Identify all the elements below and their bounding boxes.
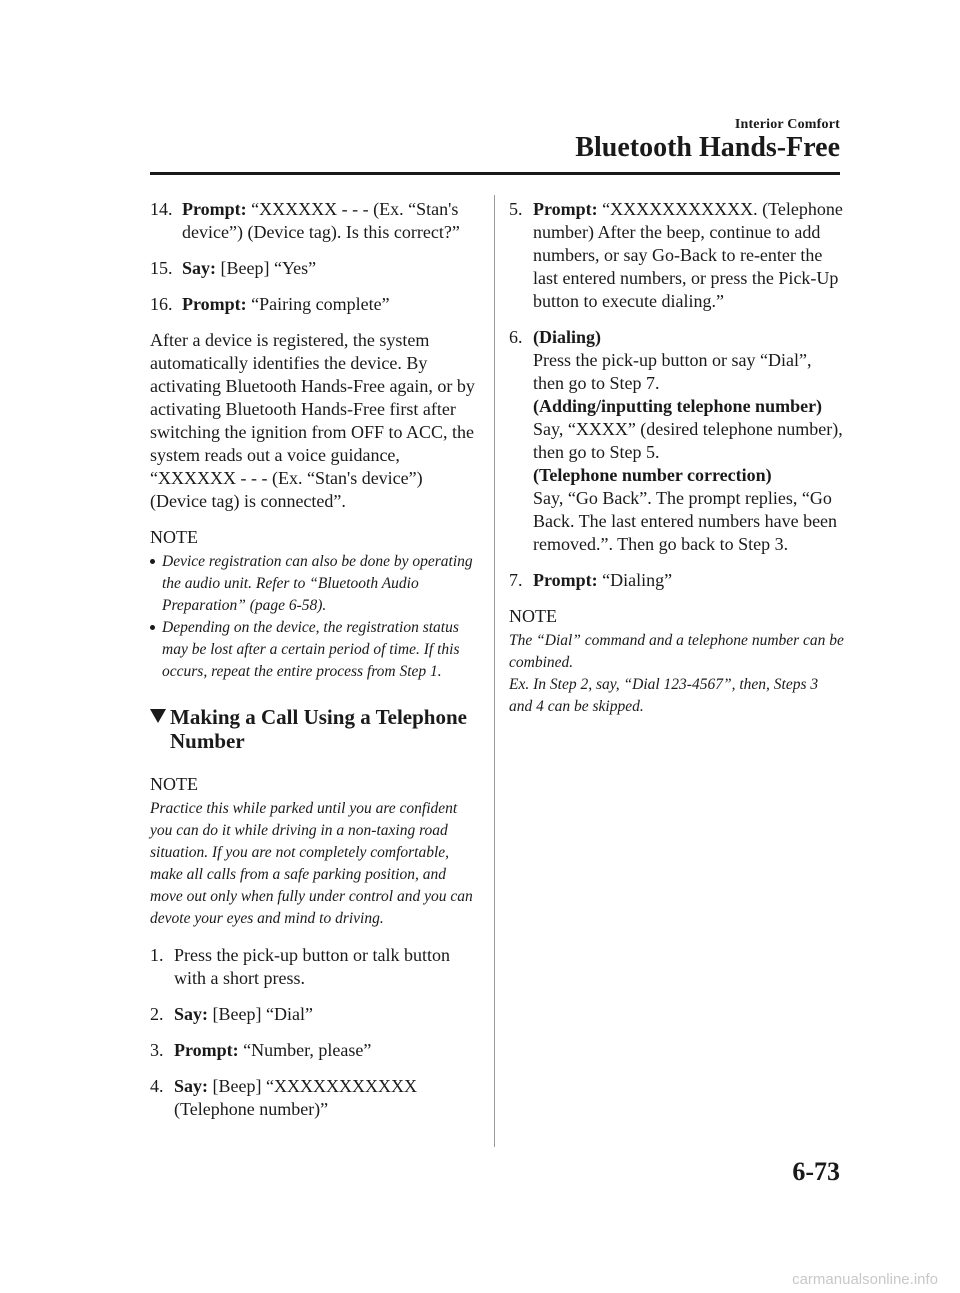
step-number: 5. (509, 199, 523, 219)
step-1 (150, 944, 480, 990)
step-subheading-correction: (Telephone number correction) (533, 465, 772, 485)
step-number: 6. (509, 327, 523, 347)
step-number: 14. (150, 199, 173, 219)
right-column (509, 198, 844, 732)
step-text: “XXXXXXXXXXX. (Telephone number) After the beep, continue to add numbers, or say Go-Back to re-enter the last entered numbers, or press the Pick-Up button to execute dialing.” (533, 199, 843, 311)
step-number: 15. (150, 258, 173, 278)
step-label: Say: (182, 258, 217, 278)
step-number: 2. (150, 1004, 164, 1024)
step-4 (150, 1075, 480, 1121)
step-16 (150, 293, 480, 316)
step-5 (509, 198, 844, 313)
note-list (150, 551, 480, 683)
step-number: 4. (150, 1076, 164, 1096)
note-item-text: Depending on the device, the registration status may be lost after a certain period of time. If this occurs, repeat the entire process from Step 1. (162, 619, 460, 680)
step-label: Say: (174, 1076, 209, 1096)
step-text: “XXXXXX - - - (Ex. “Stan's device”) (Device tag). Is this correct?” (182, 199, 460, 242)
step-number: 7. (509, 570, 523, 590)
step-number: 16. (150, 294, 173, 314)
note-heading: NOTE (150, 527, 198, 547)
step-subtext: Say, “Go Back”. The prompt replies, “Go Back. The last entered numbers have been removed.”. Then go back to Step 3. (533, 488, 838, 554)
step-label: Prompt: (174, 1040, 239, 1060)
step-number: 1. (150, 945, 164, 965)
left-column (150, 198, 480, 1134)
body-paragraph: After a device is registered, the system automatically identifies the device. By activating Bluetooth Hands-Free again, or by activating Bluetooth Hands-Free first after switching the ignition from OFF to ACC, the system reads out a voice guidance, “XXXXXX - - - (Ex. “Stan's device”) (Device tag) is connected”. (150, 330, 475, 511)
step-label: Prompt: (533, 199, 598, 219)
step-15 (150, 257, 480, 280)
step-14 (150, 198, 480, 244)
step-2 (150, 1003, 480, 1026)
step-text: “Dialing” (602, 570, 673, 590)
step-3 (150, 1039, 480, 1062)
section-heading-text: Making a Call Using a Telephone Number (170, 705, 467, 753)
step-7 (509, 569, 844, 592)
step-label: Prompt: (533, 570, 598, 590)
header-rule (150, 172, 840, 175)
step-text: [Beep] “XXXXXXXXXXX (Telephone number)” (174, 1076, 417, 1119)
note-item (150, 551, 480, 617)
watermark: carmanualsonline.info (792, 1271, 938, 1288)
step-text: [Beep] “Yes” (220, 258, 317, 278)
page-number: 6-73 (792, 1157, 840, 1186)
step-label: Prompt: (182, 199, 247, 219)
step-text: “Pairing complete” (251, 294, 390, 314)
column-divider (494, 195, 495, 1147)
note-text: Practice this while parked until you are confident you can do it while driving in a non-taxing road situation. If you are not completely comfortable, make all calls from a safe parking position, and move out only when fully under control and you can devote your eyes and mind to driving. (150, 800, 473, 927)
step-label: Prompt: (182, 294, 247, 314)
note-item (150, 617, 480, 683)
step-subheading-adding: (Adding/inputting telephone number) (533, 396, 823, 416)
step-subtext: Say, “XXXX” (desired telephone number), then go to Step 5. (533, 419, 843, 462)
section-heading (150, 705, 480, 753)
note-text: The “Dial” command and a telephone number can be combined. (509, 632, 844, 671)
note-item-text: Device registration can also be done by operating the audio unit. Refer to “Bluetooth Audio Preparation” (page 6-58). (162, 553, 473, 614)
step-number: 3. (150, 1040, 164, 1060)
bullet-icon (150, 559, 155, 564)
triangle-marker-icon (150, 709, 166, 723)
bullet-icon (150, 625, 155, 630)
header-section-label: Interior Comfort (734, 117, 840, 132)
note-text: Ex. In Step 2, say, “Dial 123-4567”, then, Steps 3 and 4 can be skipped. (509, 676, 819, 715)
step-6 (509, 326, 844, 556)
note-heading: NOTE (150, 774, 198, 794)
page-title: Bluetooth Hands-Free (575, 132, 840, 163)
note-heading: NOTE (509, 606, 557, 626)
step-text: “Number, please” (243, 1040, 372, 1060)
step-text: Press the pick-up button or talk button with a short press. (174, 945, 450, 988)
step-label: Say: (174, 1004, 209, 1024)
step-subtext: Press the pick-up button or say “Dial”, then go to Step 7. (533, 350, 812, 393)
step-text: [Beep] “Dial” (212, 1004, 313, 1024)
step-subheading-dialing: (Dialing) (533, 327, 602, 347)
